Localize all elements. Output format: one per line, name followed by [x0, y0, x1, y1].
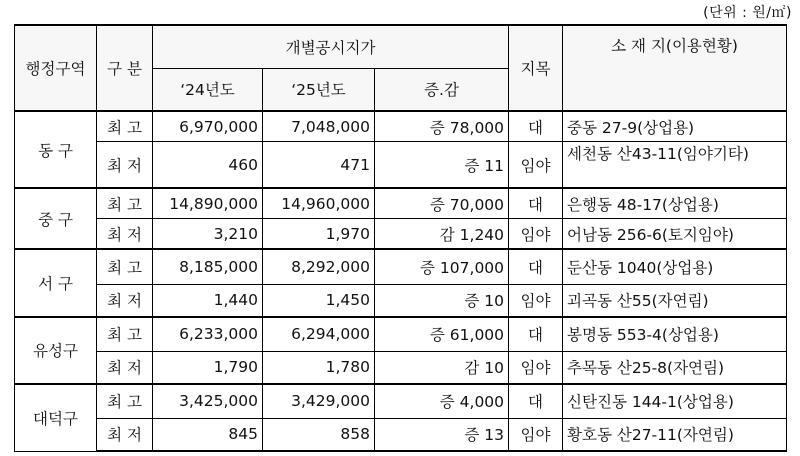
land-category: 임야: [509, 351, 563, 384]
table-row: [15, 284, 787, 317]
price-2025: 8,292,000: [263, 249, 375, 284]
row-type: 최 고: [97, 249, 153, 284]
table-row: [15, 249, 787, 284]
table-row: [15, 188, 787, 219]
region-name: 서 구: [15, 249, 97, 316]
price-2025: 1,780: [263, 351, 375, 384]
price-2024: 8,185,000: [153, 249, 263, 284]
header-division: 구 분: [97, 25, 153, 111]
land-category: 임야: [509, 219, 563, 250]
region-name: 유성구: [15, 317, 97, 384]
price-2025: 14,960,000: [263, 188, 375, 219]
region-name: 중 구: [15, 188, 97, 249]
region-name: 대덕구: [15, 384, 97, 451]
location: 봉명동 553-4(상업용): [563, 317, 787, 352]
land-category: 임야: [509, 418, 563, 451]
row-type: 최 저: [97, 418, 153, 451]
location: 세천동 산43-11(임야기타): [563, 142, 787, 189]
location: 괴곡동 산55(자연림): [563, 284, 787, 317]
location: 둔산동 1040(상업용): [563, 249, 787, 284]
land-category: 대: [509, 249, 563, 284]
price-change: 증 10: [375, 284, 509, 317]
price-change: 증 4,000: [375, 384, 509, 419]
location: 황호동 산27-11(자연림): [563, 418, 787, 451]
table-row: [15, 317, 787, 352]
price-2024: 3,210: [153, 219, 263, 250]
price-2024: 1,790: [153, 351, 263, 384]
location: 추목동 산25-8(자연림): [563, 351, 787, 384]
table-row: [15, 384, 787, 419]
row-type: 최 저: [97, 219, 153, 250]
price-2024: 845: [153, 418, 263, 451]
land-price-table: [14, 24, 787, 452]
row-type: 최 고: [97, 111, 153, 142]
price-2024: 6,233,000: [153, 317, 263, 352]
price-change: 증 78,000: [375, 111, 509, 142]
table-row: [15, 219, 787, 250]
land-category: 대: [509, 384, 563, 419]
price-2025: 6,294,000: [263, 317, 375, 352]
location: 중동 27-9(상업용): [563, 111, 787, 142]
header-location: 소 재 지(이용현황): [563, 25, 787, 111]
unit-note: (단위 : 원/㎡): [703, 5, 792, 21]
price-2025: 1,450: [263, 284, 375, 317]
header-2024: ‘24년도: [153, 68, 263, 111]
table-body: [15, 111, 787, 451]
land-category: 임야: [509, 284, 563, 317]
row-type: 최 저: [97, 351, 153, 384]
land-category: 대: [509, 111, 563, 142]
price-2025: 858: [263, 418, 375, 451]
price-2025: 1,970: [263, 219, 375, 250]
row-type: 최 고: [97, 317, 153, 352]
header-region: 행정구역: [15, 25, 97, 111]
price-change: 증 107,000: [375, 249, 509, 284]
location: 신탄진동 144-1(상업용): [563, 384, 787, 419]
land-category: 대: [509, 317, 563, 352]
price-2025: 3,429,000: [263, 384, 375, 419]
price-2025: 7,048,000: [263, 111, 375, 142]
table-row: [15, 351, 787, 384]
header-change: 증.감: [375, 68, 509, 111]
price-change: 감 10: [375, 351, 509, 384]
table-row: [15, 142, 787, 189]
price-change: 증 61,000: [375, 317, 509, 352]
row-type: 최 고: [97, 188, 153, 219]
land-category: 임야: [509, 142, 563, 189]
price-2024: 6,970,000: [153, 111, 263, 142]
header-price-group: 개별공시지가: [153, 25, 509, 68]
table-row: [15, 418, 787, 451]
region-name: 동 구: [15, 111, 97, 188]
row-type: 최 고: [97, 384, 153, 419]
price-2024: 3,425,000: [153, 384, 263, 419]
price-2025: 471: [263, 142, 375, 189]
price-change: 증 70,000: [375, 188, 509, 219]
price-2024: 14,890,000: [153, 188, 263, 219]
land-category: 대: [509, 188, 563, 219]
location: 은행동 48-17(상업용): [563, 188, 787, 219]
price-2024: 460: [153, 142, 263, 189]
price-change: 증 13: [375, 418, 509, 451]
header-land-category: 지목: [509, 25, 563, 111]
location: 어남동 256-6(토지임야): [563, 219, 787, 250]
price-2024: 1,440: [153, 284, 263, 317]
table-row: [15, 111, 787, 142]
price-change: 증 11: [375, 142, 509, 189]
price-change: 감 1,240: [375, 219, 509, 250]
row-type: 최 저: [97, 142, 153, 189]
header-2025: ‘25년도: [263, 68, 375, 111]
row-type: 최 저: [97, 284, 153, 317]
